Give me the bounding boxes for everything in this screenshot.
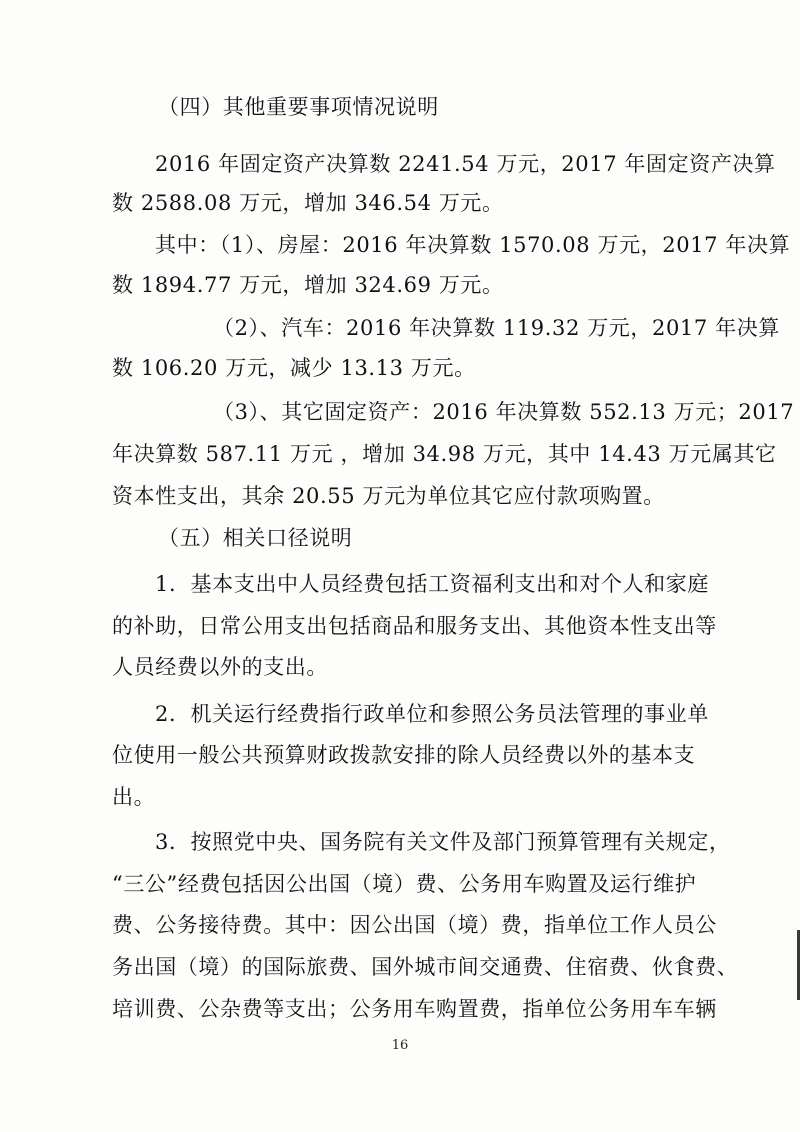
paragraph-line: 务出国（境）的国际旅费、国外城市间交通费、住宿费、伙食费、 bbox=[112, 955, 739, 979]
paragraph-line: 费、公务接待费。其中：因公出国（境）费，指单位工作人员公 bbox=[112, 913, 717, 937]
paragraph-line: 2．机关运行经费指行政单位和参照公务员法管理的事业单 bbox=[155, 702, 709, 726]
paragraph-line: 的补助，日常公用支出包括商品和服务支出、其他资本性支出等 bbox=[112, 614, 717, 638]
paragraph-line: 位使用一般公共预算财政拨款安排的除人员经费以外的基本支 bbox=[112, 743, 696, 767]
paragraph-line: 年决算数 587.11 万元 ，增加 34.98 万元，其中 14.43 万元属其它 bbox=[112, 442, 777, 466]
paragraph-line: 其中：（1）、房屋：2016 年决算数 1570.08 万元，2017 年决算 bbox=[155, 233, 791, 257]
paragraph-line: 3．按照党中央、国务院有关文件及部门预算管理有关规定， bbox=[155, 830, 731, 854]
paragraph-line: 2016 年固定资产决算数 2241.54 万元，2017 年固定资产决算 bbox=[155, 152, 776, 176]
paragraph-line: 培训费、公杂费等支出；公务用车购置费，指单位公务用车车辆 bbox=[112, 997, 717, 1021]
section-heading-5: （五）相关口径说明 bbox=[158, 526, 353, 550]
paragraph-line: （2）、汽车：2016 年决算数 119.32 万元，2017 年决算 bbox=[213, 316, 780, 340]
paragraph-line: “三公”经费包括因公出国（境）费、公务用车购置及运行维护 bbox=[112, 872, 697, 896]
paragraph-line: 数 2588.08 万元，增加 346.54 万元。 bbox=[112, 191, 504, 215]
paragraph-line: （3）、其它固定资产：2016 年决算数 552.13 万元；2017 bbox=[213, 400, 795, 424]
paragraph-line: 资本性支出，其余 20.55 万元为单位其它应付款项购置。 bbox=[112, 484, 665, 508]
paragraph-line: 数 106.20 万元，减少 13.13 万元。 bbox=[112, 356, 476, 380]
paragraph-line: 数 1894.77 万元，增加 324.69 万元。 bbox=[112, 273, 504, 297]
page-number: 16 bbox=[391, 1038, 409, 1053]
paragraph-line: 人员经费以外的支出。 bbox=[112, 655, 328, 679]
paragraph-line: 1．基本支出中人员经费包括工资福利支出和对个人和家庭 bbox=[155, 572, 709, 596]
paragraph-line: 出。 bbox=[112, 785, 156, 809]
section-heading-4: （四）其他重要事项情况说明 bbox=[158, 95, 439, 119]
